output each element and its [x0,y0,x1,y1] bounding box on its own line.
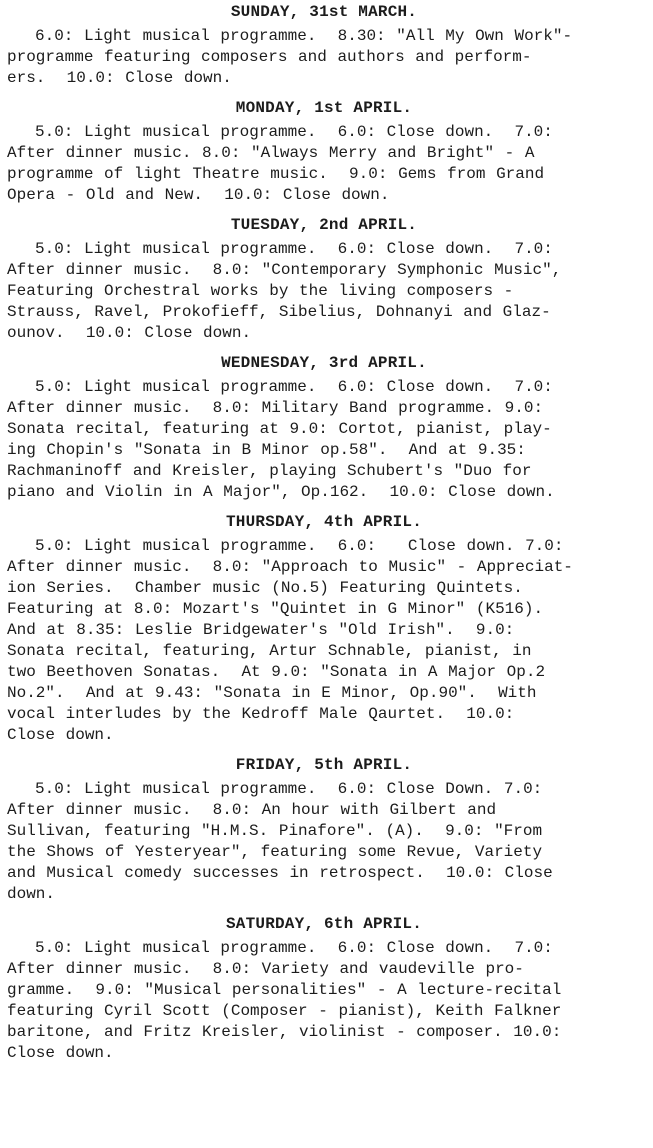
day-friday [7,756,641,905]
day-programme-text [7,536,641,746]
text-line: 5.0: Light musical programme. 6.0: Close down. 7.0: [35,939,553,957]
day-programme-text [7,122,641,206]
text-line: Sullivan, featuring "H.M.S. Pinafore". (A). 9.0: "From [7,822,543,840]
day-heading: SUNDAY, 31st MARCH. [230,3,418,21]
text-line: ing Chopin's "Sonata in B Minor op.58". And at 9.35: [7,441,526,459]
text-line: ers. 10.0: Close down. [7,69,232,87]
text-line: After dinner music. 8.0: "Always Merry and Bright" - A [7,144,535,162]
day-programme-text [7,779,641,905]
text-line: the Shows of Yesteryear", featuring some Revue, Variety [7,843,543,861]
text-line: And at 8.35: Leslie Bridgewater's "Old Irish". 9.0: [7,621,515,639]
text-line: vocal interludes by the Kedroff Male Qaurtet. 10.0: [7,705,515,723]
day-heading: SATURDAY, 6th APRIL. [225,915,423,933]
day-thursday [7,513,641,746]
day-tuesday [7,216,641,344]
day-programme-text [7,377,641,503]
text-line: two Beethoven Sonatas. At 9.0: "Sonata in A Major Op.2 [7,663,546,681]
text-line: 5.0: Light musical programme. 6.0: Close down. 7.0: [35,123,553,141]
text-line: Featuring at 8.0: Mozart's "Quintet in G Minor" (K516). [7,600,544,618]
day-heading: THURSDAY, 4th APRIL. [225,513,423,531]
text-line: ion Series. Chamber music (No.5) Featuring Quintets. [7,579,523,597]
text-line: No.2". And at 9.43: "Sonata in E Minor, Op.90". With [7,684,537,702]
text-line: Close down. [7,1044,114,1062]
text-line: gramme. 9.0: "Musical personalities" - A lecture-recital [7,981,562,999]
text-line: 5.0: Light musical programme. 6.0: Close down. 7.0: [35,537,564,555]
text-line: and Musical comedy successes in retrospect. 10.0: Close [7,864,553,882]
text-line: baritone, and Fritz Kreisler, violinist - composer. 10.0: [7,1023,562,1041]
text-line: 5.0: Light musical programme. 6.0: Close Down. 7.0: [35,780,543,798]
text-line: featuring Cyril Scott (Composer - pianist), Keith Falkner [7,1002,562,1020]
day-saturday [7,915,641,1064]
day-heading: MONDAY, 1st APRIL. [235,99,413,117]
text-line: programme of light Theatre music. 9.0: Gems from Grand [7,165,545,183]
text-line: Close down. [7,726,114,744]
day-programme-text [7,26,641,89]
text-line: Sonata recital, featuring at 9.0: Cortot, pianist, play- [7,420,552,438]
text-line: After dinner music. 8.0: Variety and vaudeville pro- [7,960,524,978]
text-line: programme featuring composers and authors and perform- [7,48,532,66]
text-line: Sonata recital, featuring, Artur Schnable, pianist, in [7,642,532,660]
text-line: 5.0: Light musical programme. 6.0: Close down. 7.0: [35,378,553,396]
day-sunday [7,3,641,89]
day-monday [7,99,641,206]
day-heading: TUESDAY, 2nd APRIL. [230,216,418,234]
text-line: Featuring Orchestral works by the living composers - [7,282,514,300]
text-line: 5.0: Light musical programme. 6.0: Close down. 7.0: [35,240,553,258]
text-line: Rachmaninoff and Kreisler, playing Schubert's "Duo for [7,462,532,480]
day-programme-text [7,239,641,344]
text-line: piano and Violin in A Major", Op.162. 10.0: Close down. [7,483,555,501]
day-wednesday [7,354,641,503]
text-line: 6.0: Light musical programme. 8.30: "All My Own Work"- [35,27,573,45]
text-line: After dinner music. 8.0: "Contemporary Symphonic Music", [7,261,562,279]
text-line: Strauss, Ravel, Prokofieff, Sibelius, Dohnanyi and Glaz- [7,303,551,321]
text-line: After dinner music. 8.0: Military Band programme. 9.0: [7,399,544,417]
text-line: ounov. 10.0: Close down. [7,324,252,342]
text-line: After dinner music. 8.0: An hour with Gilbert and [7,801,497,819]
day-heading: WEDNESDAY, 3rd APRIL. [221,354,427,372]
text-line: Opera - Old and New. 10.0: Close down. [7,186,390,204]
day-heading: FRIDAY, 5th APRIL. [235,756,413,774]
text-line: down. [7,885,56,903]
text-line: After dinner music. 8.0: "Approach to Music" - Appreciat- [7,558,573,576]
day-programme-text [7,938,641,1064]
